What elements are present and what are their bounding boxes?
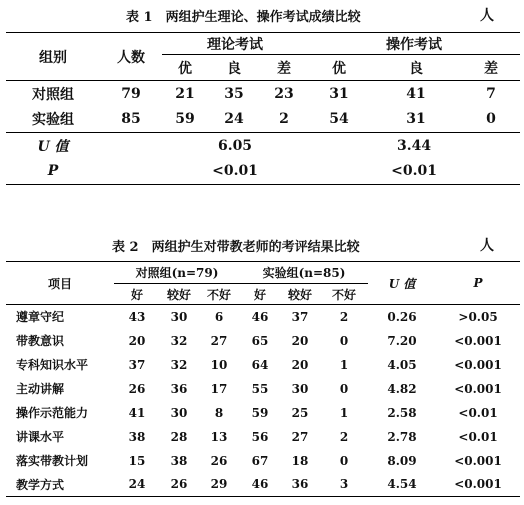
cell: 18 [291,453,309,468]
u-label: U 值 [37,138,69,155]
t2-header-c-buhao: 不好 [207,287,232,302]
u-practice: 3.44 [396,137,432,154]
row-item: 主动讲解 [16,382,65,396]
cell: 10 [210,357,228,372]
cell: 38 [128,429,146,444]
cell: 3 [339,477,349,492]
cell: 32 [170,357,188,372]
cell: 8.09 [387,453,417,468]
cell: 21 [175,85,195,102]
cell: 2.58 [387,405,417,420]
t1-header-practice-liang: 良 [409,60,424,77]
cell: 15 [128,453,146,468]
row-item: 带教意识 [16,334,65,348]
cell: 30 [170,309,188,324]
table1 [6,32,520,185]
cell: 17 [210,381,228,396]
cell: 0 [339,333,349,348]
table-row [6,449,520,473]
cell: 20 [291,357,309,372]
cell: 54 [329,111,349,128]
cell: 2 [339,309,349,324]
table2-caption: 表 2 两组护生对带教老师的考评结果比较 [112,240,360,255]
row-item: 教学方式 [16,477,65,492]
cell: <0.001 [454,381,502,396]
table1-caption: 表 1 两组护生理论、操作考试成绩比较 [126,10,361,25]
cell: 37 [291,309,309,324]
table-row [6,329,520,353]
cell: 29 [210,477,228,492]
cell: 6 [214,309,224,324]
table-row [6,377,520,401]
table-row [6,107,520,133]
cell: 38 [170,453,188,468]
cell: 65 [251,333,269,348]
cell: 30 [170,405,188,420]
cell: 41 [406,85,426,102]
cell: <0.001 [454,453,502,468]
t1-header-group: 组别 [6,33,100,81]
t2-header-e-hao: 好 [254,287,267,302]
cell: <0.01 [458,405,498,420]
t1-header-theory-you: 优 [178,60,192,77]
cell: 59 [175,111,195,128]
cell: 37 [128,357,146,372]
u-value-row [6,133,520,159]
cell: 7 [486,85,496,102]
t2-header-e-jiaohao: 较好 [288,287,313,302]
cell: 36 [291,477,309,492]
cell: 30 [291,381,309,396]
row-group: 实验组 [32,112,74,129]
cell: 2 [339,429,349,444]
cell: <0.001 [454,477,502,492]
t2-header-e-buhao: 不好 [332,287,357,302]
cell: 27 [210,333,228,348]
cell: 20 [128,333,146,348]
cell: <0.01 [458,429,498,444]
row-item: 讲课水平 [16,430,65,444]
cell: 8 [214,405,224,420]
cell: 1 [339,357,349,372]
t2-header-experiment: 实验组(n=85) [240,262,368,284]
table2-unit: 人 [480,238,494,254]
row-count: 79 [121,85,141,102]
cell: 31 [329,85,349,102]
cell: >0.05 [458,309,498,324]
cell: <0.001 [454,357,502,372]
cell: 27 [291,429,309,444]
cell: 2.78 [387,429,417,444]
table-row [6,401,520,425]
cell: 43 [128,309,146,324]
t2-header-control: 对照组(n=79) [114,262,240,284]
cell: 23 [274,85,294,102]
p-theory: <0.01 [212,163,258,180]
row-count: 85 [121,111,141,128]
t1-header-theory: 理论考试 [162,33,308,55]
cell: 0 [339,453,349,468]
row-item: 落实带教计划 [16,454,89,468]
cell: 13 [210,429,228,444]
p-value-row [6,159,520,185]
table-row [6,81,520,107]
cell: 26 [170,477,188,492]
t1-header-count: 人数 [100,33,162,81]
cell: 0 [339,381,349,396]
row-group: 对照组 [32,86,74,103]
cell: <0.001 [454,333,502,348]
p-label: P [47,163,59,180]
cell: 32 [170,333,188,348]
table-row [6,425,520,449]
p-practice: <0.01 [391,163,437,180]
cell: 36 [170,381,188,396]
cell: 55 [251,381,269,396]
cell: 0.26 [387,309,417,324]
table-row [6,305,520,329]
cell: 2 [279,111,289,128]
cell: 0 [486,111,496,128]
row-item: 操作示范能力 [16,406,89,420]
cell: 25 [291,405,309,420]
t1-header-theory-cha: 差 [277,60,292,77]
cell: 26 [128,381,146,396]
t2-header-p: P [436,262,520,305]
table1-unit: 人 [480,8,494,24]
row-item: 专科知识水平 [16,358,89,372]
cell: 28 [170,429,188,444]
t2-header-c-jiaohao: 较好 [166,287,191,302]
cell: 26 [210,453,228,468]
t2-header-c-hao: 好 [130,287,143,302]
t2-header-u: U 值 [368,262,436,305]
t1-header-practice-you: 优 [332,60,347,77]
cell: 20 [291,333,309,348]
cell: 31 [406,111,426,128]
cell: 35 [224,85,244,102]
cell: 24 [128,477,146,492]
table2 [6,261,520,497]
cell: 1 [339,405,349,420]
row-item: 遵章守纪 [16,310,65,325]
cell: 64 [251,357,269,372]
cell: 4.54 [387,477,417,492]
t1-header-theory-liang: 良 [227,60,241,77]
u-theory: 6.05 [217,137,253,154]
cell: 7.20 [387,333,417,348]
t1-header-practice: 操作考试 [308,33,520,55]
table-row [6,353,520,377]
cell: 24 [224,111,244,128]
cell: 46 [251,477,269,492]
table-row [6,473,520,497]
cell: 41 [128,405,146,420]
cell: 59 [251,405,269,420]
cell: 56 [251,429,269,444]
t2-header-item: 项目 [6,262,114,305]
cell: 46 [251,309,269,324]
cell: 4.82 [387,381,417,396]
cell: 67 [251,453,269,468]
cell: 4.05 [387,357,417,372]
t1-header-practice-cha: 差 [484,60,499,77]
